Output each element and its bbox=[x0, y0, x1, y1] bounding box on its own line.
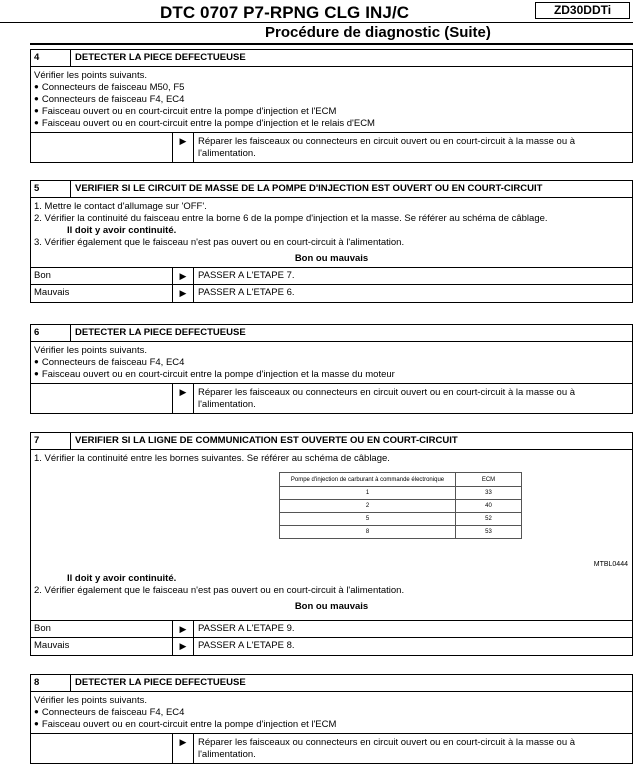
intro-text: Vérifier les points suivants. bbox=[34, 345, 147, 356]
step-body bbox=[31, 692, 632, 734]
step-number: 5 bbox=[31, 181, 71, 197]
step-title: DETECTER LA PIECE DEFECTUEUSE bbox=[75, 52, 246, 63]
result-label bbox=[31, 133, 173, 162]
check-item: ● Faisceau ouvert ou en court-circuit entre la pompe d'injection et l'ECM bbox=[34, 719, 629, 731]
check-item: ● Connecteurs de faisceau F4, EC4 bbox=[34, 357, 629, 369]
result-row bbox=[31, 734, 632, 763]
result-text: PASSER A L'ETAPE 6. bbox=[193, 285, 632, 302]
ecm-terminal: 53 bbox=[456, 526, 522, 539]
result-text: Réparer les faisceaux ou connecteurs en circuit ouvert ou en court-circuit à la masse ou à l'alimentation. bbox=[193, 384, 632, 413]
step-body bbox=[31, 67, 632, 133]
ecm-terminal: 33 bbox=[456, 487, 522, 500]
step-header bbox=[31, 675, 632, 692]
result-row bbox=[31, 133, 632, 162]
instruction-line: 3. Vérifier également que le faisceau n'est pas ouvert ou en court-circuit à l'alimentation. bbox=[34, 237, 405, 248]
result-label: Mauvais bbox=[31, 285, 173, 302]
result-text: PASSER A L'ETAPE 8. bbox=[193, 638, 632, 655]
result-label: Bon bbox=[31, 621, 173, 637]
intro-text: Vérifier les points suivants. bbox=[34, 695, 147, 706]
instruction-line: 1. Vérifier la continuité entre les bornes suivantes. Se référer au schéma de câblage. bbox=[34, 453, 390, 464]
arrow-right-icon: ▶ bbox=[179, 737, 187, 747]
intro-text: Vérifier les points suivants. bbox=[34, 70, 147, 81]
step-header bbox=[31, 325, 632, 342]
step-body bbox=[31, 198, 632, 268]
arrow-right-icon: ▶ bbox=[179, 288, 187, 298]
bon-ou-mauvais-label: Bon ou mauvais bbox=[294, 601, 369, 612]
check-item: ● Connecteurs de faisceau F4, EC4 bbox=[34, 707, 629, 719]
check-item: ● Faisceau ouvert ou en court-circuit entre la pompe d'injection et la masse du moteur bbox=[34, 369, 629, 381]
instruction-line: 2. Vérifier la continuité du faisceau entre la borne 6 de la pompe d'injection et la masse. Se référer au schéma de câblage. bbox=[34, 213, 548, 224]
result-label: Mauvais bbox=[31, 638, 173, 655]
engine-badge: ZD30DDTi bbox=[535, 2, 630, 19]
step-header bbox=[31, 50, 632, 67]
step-body bbox=[31, 450, 632, 621]
result-row-bon bbox=[31, 621, 632, 638]
result-text: PASSER A L'ETAPE 7. bbox=[193, 268, 632, 284]
table-row bbox=[280, 513, 522, 526]
result-label bbox=[31, 734, 173, 763]
page-title: DTC 0707 P7-RPNG CLG INJ/C bbox=[160, 3, 410, 22]
arrow-right-icon: ▶ bbox=[179, 624, 187, 634]
step-header bbox=[31, 181, 632, 198]
arrow-right-icon: ▶ bbox=[179, 387, 187, 397]
step-number: 7 bbox=[31, 433, 71, 449]
step-title: DETECTER LA PIECE DEFECTUEUSE bbox=[75, 677, 246, 688]
continuity-table bbox=[279, 472, 522, 539]
check-item: ● Faisceau ouvert ou en court-circuit entre la pompe d'injection et le relais d'ECM bbox=[34, 118, 629, 130]
column-header: ECM bbox=[456, 473, 522, 487]
result-row-mauvais bbox=[31, 285, 632, 302]
result-label: Bon bbox=[31, 268, 173, 284]
step-5 bbox=[30, 180, 633, 303]
check-item: ● Connecteurs de faisceau F4, EC4 bbox=[34, 94, 629, 106]
arrow-right-icon: ▶ bbox=[179, 136, 187, 146]
step-number: 6 bbox=[31, 325, 71, 341]
expected-result: Il doit y avoir continuité. bbox=[67, 573, 177, 584]
pump-terminal: 2 bbox=[280, 500, 456, 513]
ecm-terminal: 52 bbox=[456, 513, 522, 526]
table-row bbox=[280, 487, 522, 500]
step-title: VERIFIER SI LA LIGNE DE COMMUNICATION EST OUVERTE OU EN COURT-CIRCUIT bbox=[75, 435, 458, 446]
result-row-mauvais bbox=[31, 638, 632, 655]
pump-terminal: 1 bbox=[280, 487, 456, 500]
bon-ou-mauvais-label: Bon ou mauvais bbox=[294, 253, 369, 264]
step-4 bbox=[30, 49, 633, 163]
result-label bbox=[31, 384, 173, 413]
pump-terminal: 5 bbox=[280, 513, 456, 526]
step-title: VERIFIER SI LE CIRCUIT DE MASSE DE LA POMPE D'INJECTION EST OUVERT OU EN COURT-CIRCUIT bbox=[75, 183, 543, 194]
instruction-line: 1. Mettre le contact d'allumage sur 'OFF'. bbox=[34, 201, 207, 212]
header-divider bbox=[0, 22, 633, 23]
instruction-line: 2. Vérifier également que le faisceau n'est pas ouvert ou en court-circuit à l'alimentation. bbox=[34, 585, 405, 596]
result-text: PASSER A L'ETAPE 9. bbox=[193, 621, 632, 637]
result-row-bon bbox=[31, 268, 632, 285]
step-title: DETECTER LA PIECE DEFECTUEUSE bbox=[75, 327, 246, 338]
step-6 bbox=[30, 324, 633, 414]
step-7 bbox=[30, 432, 633, 656]
step-number: 4 bbox=[31, 50, 71, 66]
pump-terminal: 8 bbox=[280, 526, 456, 539]
result-row bbox=[31, 384, 632, 413]
table-header-row bbox=[280, 473, 522, 487]
arrow-right-icon: ▶ bbox=[179, 271, 187, 281]
step-header bbox=[31, 433, 632, 450]
step-8 bbox=[30, 674, 633, 764]
check-item: ● Faisceau ouvert ou en court-circuit entre la pompe d'injection et l'ECM bbox=[34, 106, 629, 118]
arrow-right-icon: ▶ bbox=[179, 641, 187, 651]
result-text: Réparer les faisceaux ou connecteurs en circuit ouvert ou en court-circuit à la masse ou à l'alimentation. bbox=[193, 734, 632, 763]
page-subtitle: Procédure de diagnostic (Suite) bbox=[265, 24, 491, 41]
ecm-terminal: 40 bbox=[456, 500, 522, 513]
result-text: Réparer les faisceaux ou connecteurs en circuit ouvert ou en court-circuit à la masse ou à l'alimentation. bbox=[193, 133, 632, 162]
column-header: Pompe d'injection de carburant à commande électronique bbox=[280, 473, 456, 487]
check-item: ● Connecteurs de faisceau M50, F5 bbox=[34, 82, 629, 94]
step-body bbox=[31, 342, 632, 384]
table-row bbox=[280, 526, 522, 539]
step-number: 8 bbox=[31, 675, 71, 691]
expected-result: Il doit y avoir continuité. bbox=[67, 225, 177, 236]
figure-code: MTBL0444 bbox=[593, 561, 628, 568]
subtitle-divider bbox=[30, 43, 633, 45]
table-row bbox=[280, 500, 522, 513]
